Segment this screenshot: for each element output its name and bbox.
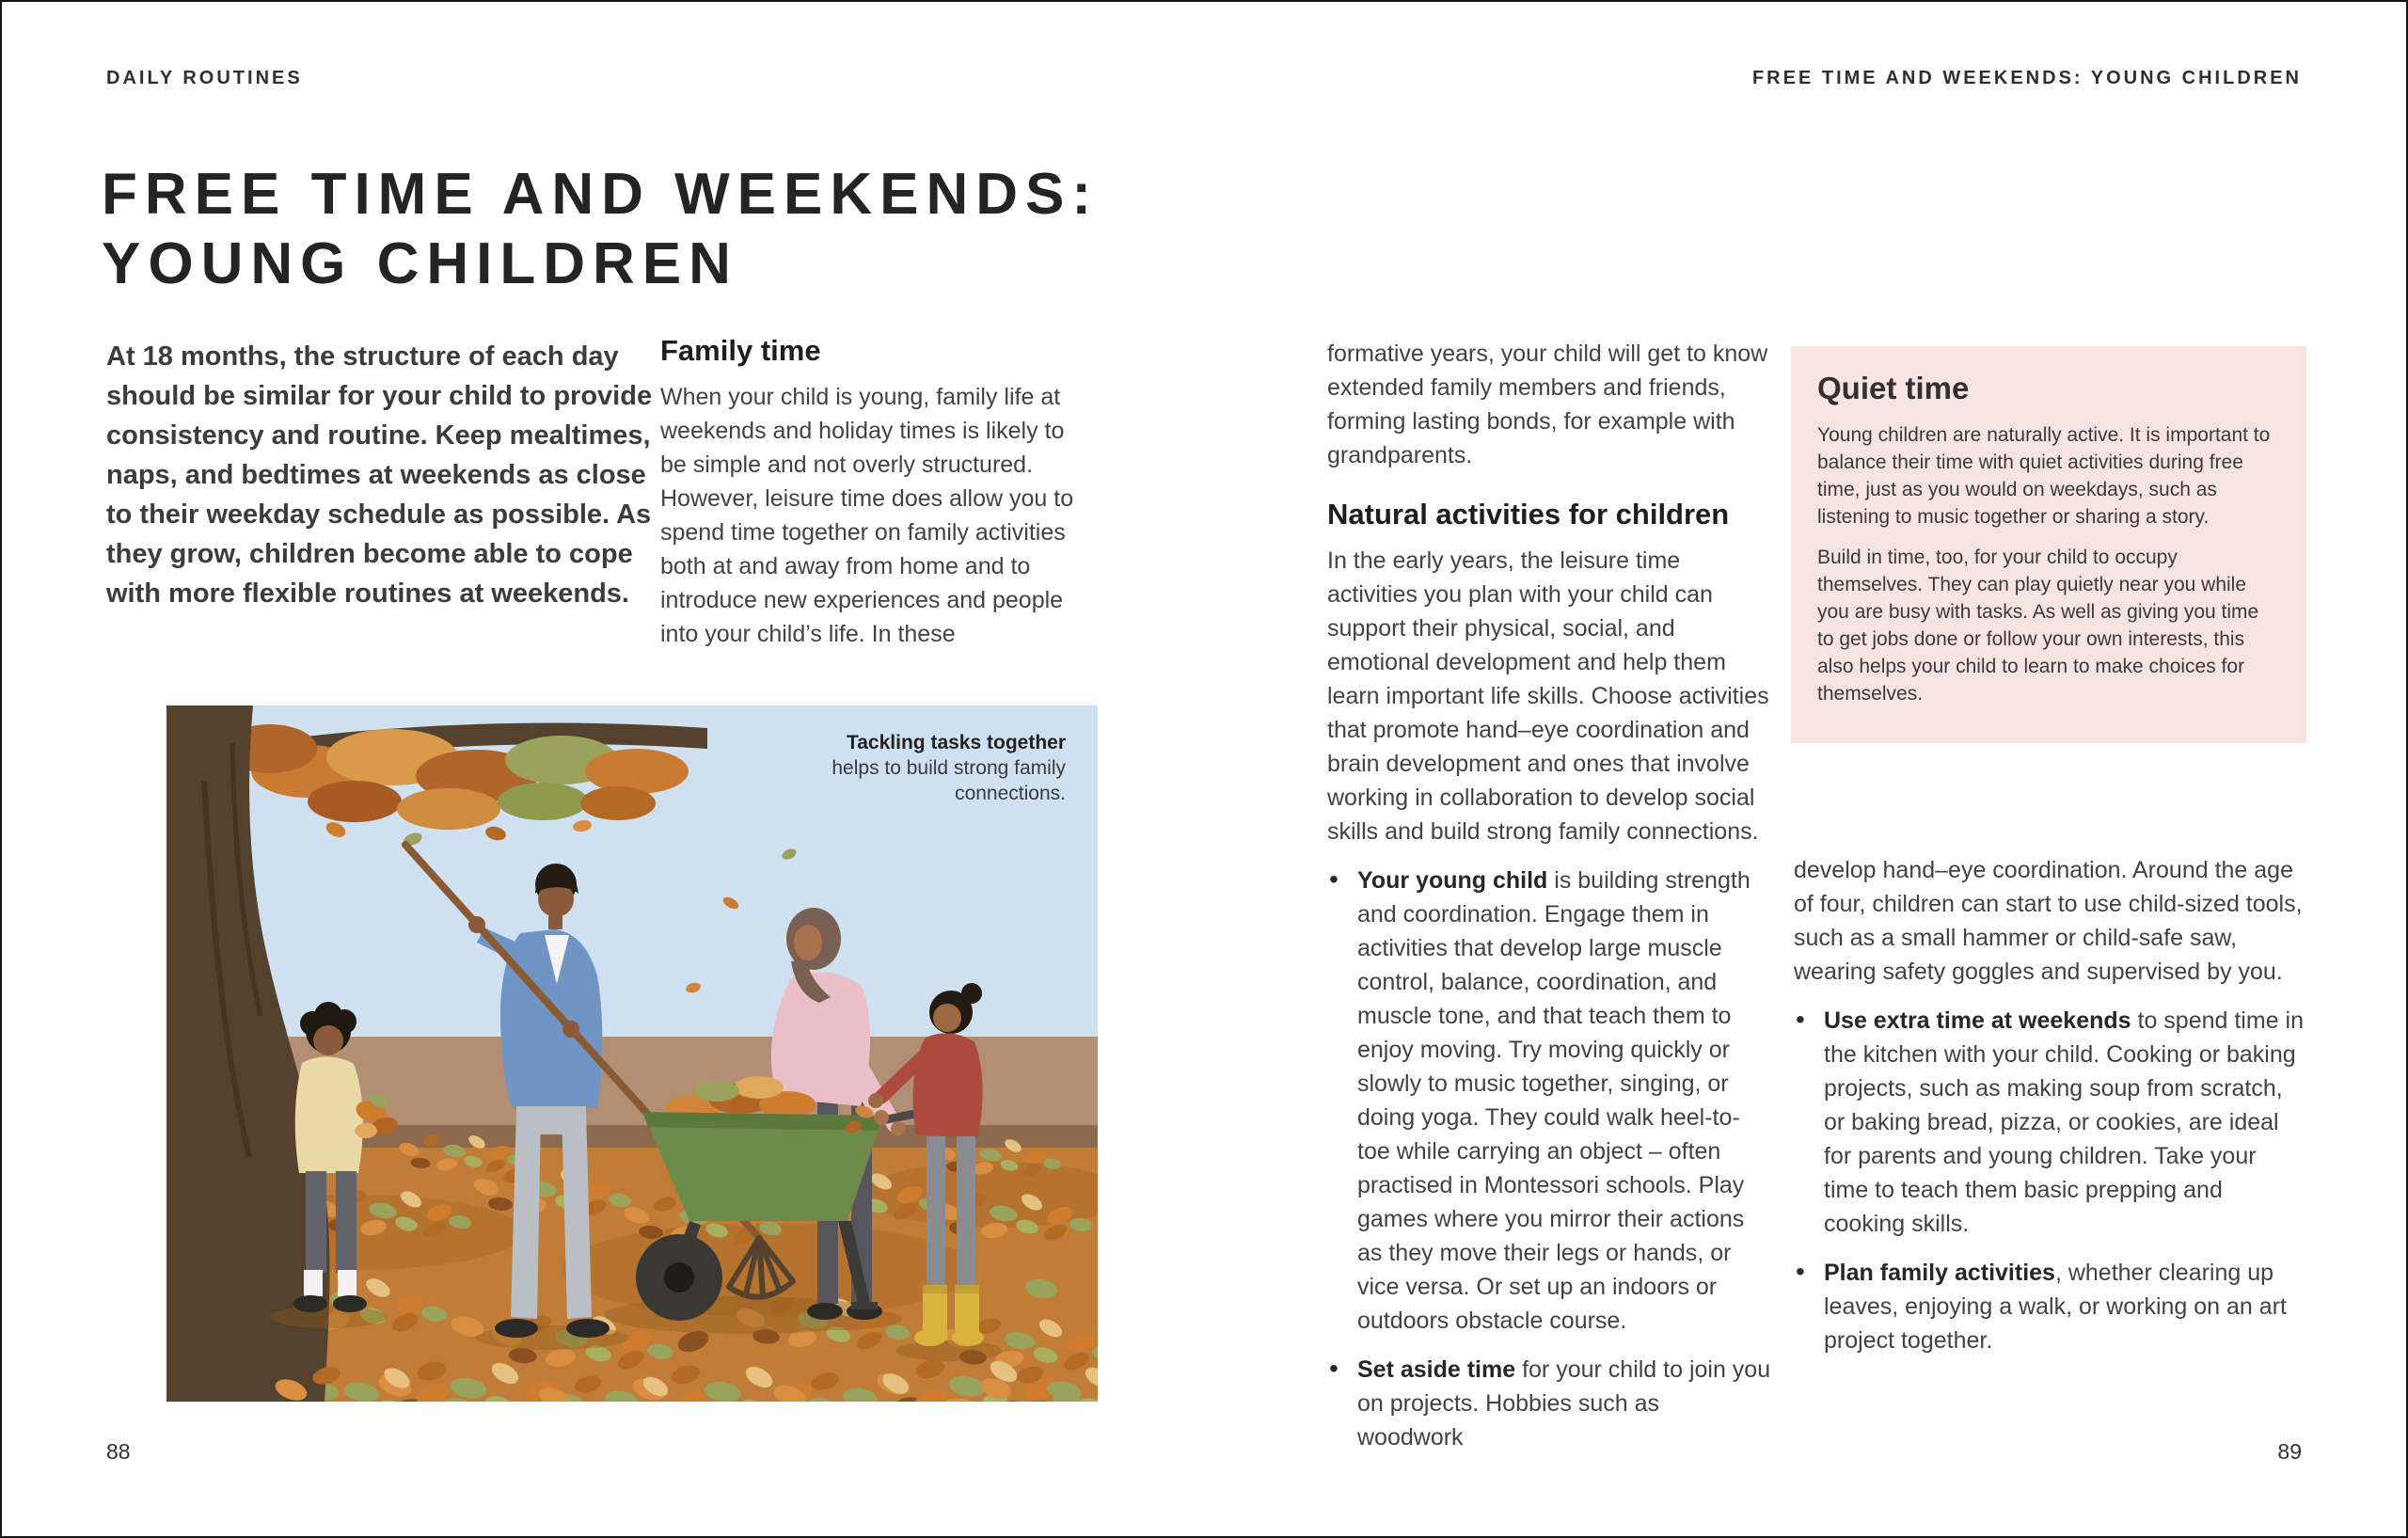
- page-title-line2: YOUNG CHILDREN: [102, 231, 738, 296]
- bullet-text: for your child to join you on projects. Hobbies such as woodwork: [1357, 1356, 1771, 1451]
- quiet-time-para2: Build in time, too, for your child to occupy themselves. They can play quietly near you while you are busy with tasks. As well as giving you time to get jobs done or follow your own interests, this also helps your child to learn to make choices for themselves.: [1817, 547, 2259, 705]
- right-column-2: [1794, 853, 2306, 1372]
- quiet-time-para1: Young children are naturally active. It is important to balance their time with quiet activities during free time, just as you would on weekdays, such as listening to music together or sharing a story.: [1817, 424, 2271, 528]
- bullet-lead: Plan family activities: [1824, 1260, 2055, 1286]
- bullet-your-young-child: [1327, 864, 1771, 1338]
- page-title: [102, 160, 1099, 299]
- continuation-paragraph: formative years, your child will get to know extended family members and friends, forming lasting bonds, for example with grandparents.: [1327, 341, 1768, 468]
- family-raking-illustration: [166, 706, 1098, 1402]
- quiet-time-heading: Quiet time: [1817, 371, 1970, 405]
- bullet-use-extra-time: [1794, 1004, 2306, 1241]
- intro-paragraph: At 18 months, the structure of each day should be similar for your child to provide consistency and routine. Keep mealtimes, naps, and bedtimes at weekends as close to their weekday schedule as possible. As they grow, children become able to cope with more flexible routines at weekends.: [106, 341, 653, 609]
- weekend-bullet-list: [1794, 1004, 2306, 1357]
- illustration-caption-bold: Tackling tasks together: [846, 732, 1066, 753]
- natural-activities-heading: Natural activities for children: [1327, 498, 1730, 531]
- running-header-right: FREE TIME AND WEEKENDS: YOUNG CHILDREN: [1751, 68, 2302, 88]
- tools-continuation-paragraph: develop hand–eye coordination. Around the age of four, children can start to use child-sized tools, such as a small hammer or child-safe saw, wearing safety goggles and supervised by you.: [1794, 857, 2303, 985]
- bullet-text: , whether clearing up leaves, enjoying a walk, or working on an art project together.: [1824, 1260, 2287, 1354]
- page-title-line1: FREE TIME AND WEEKENDS:: [102, 162, 1100, 227]
- illustration-caption: [821, 730, 1066, 806]
- family-raking-illustration-svg: [166, 706, 1098, 1402]
- bullet-set-aside-time: [1327, 1353, 1771, 1454]
- family-time-column: [660, 333, 1095, 660]
- page-number-left: 88: [106, 1439, 131, 1464]
- bullet-text: is building strength and coordination. Engage them in activities that develop large muscle control, balance, coordination, and muscle tone, and that teach them to enjoy moving. Try moving quickly or slowly to music together, singing, or doing yoga. They could walk heel-to-toe while carrying an object – often practised in Montessori schools. Play games where you mirror their actions as they move their legs or hands, or vice versa. Or set up an indoors or outdoors obstacle course.: [1357, 867, 1751, 1334]
- running-header-left: DAILY ROUTINES: [106, 68, 303, 88]
- natural-activities-body: In the early years, the leisure time activities you plan with your child can support their physical, social, and emotional development and help them learn important life skills. Choose activities that promote hand–eye coordination and brain development and ones that involve working in collaboration to develop social skills and build strong family connections.: [1327, 547, 1769, 845]
- bullet-lead: Your young child: [1357, 867, 1548, 894]
- right-column-1: [1327, 337, 1771, 1469]
- family-time-heading: Family time: [660, 334, 821, 367]
- page-number-right: 89: [2277, 1439, 2302, 1464]
- bullet-text: to spend time in the kitchen with your child. Cooking or baking projects, such as making soup from scratch, or baking bread, pizza, or cookies, are ideal for parents and young children. Take your time to teach them basic prepping and cooking skills.: [1824, 1007, 2304, 1237]
- bullet-lead: Set aside time: [1357, 1356, 1516, 1383]
- bullet-plan-family-activities: [1794, 1256, 2306, 1357]
- quiet-time-box: [1791, 346, 2306, 743]
- illustration-caption-text: helps to build strong family connections.: [832, 757, 1066, 804]
- activities-bullet-list: [1327, 864, 1771, 1454]
- family-time-body: When your child is young, family life at weekends and holiday times is likely to be simple and not overly structured. However, leisure time does allow you to spend time together on family activities both at and away from home and to introduce new experiences and people into your child’s life. In these: [660, 384, 1074, 647]
- bullet-lead: Use extra time at weekends: [1824, 1007, 2131, 1034]
